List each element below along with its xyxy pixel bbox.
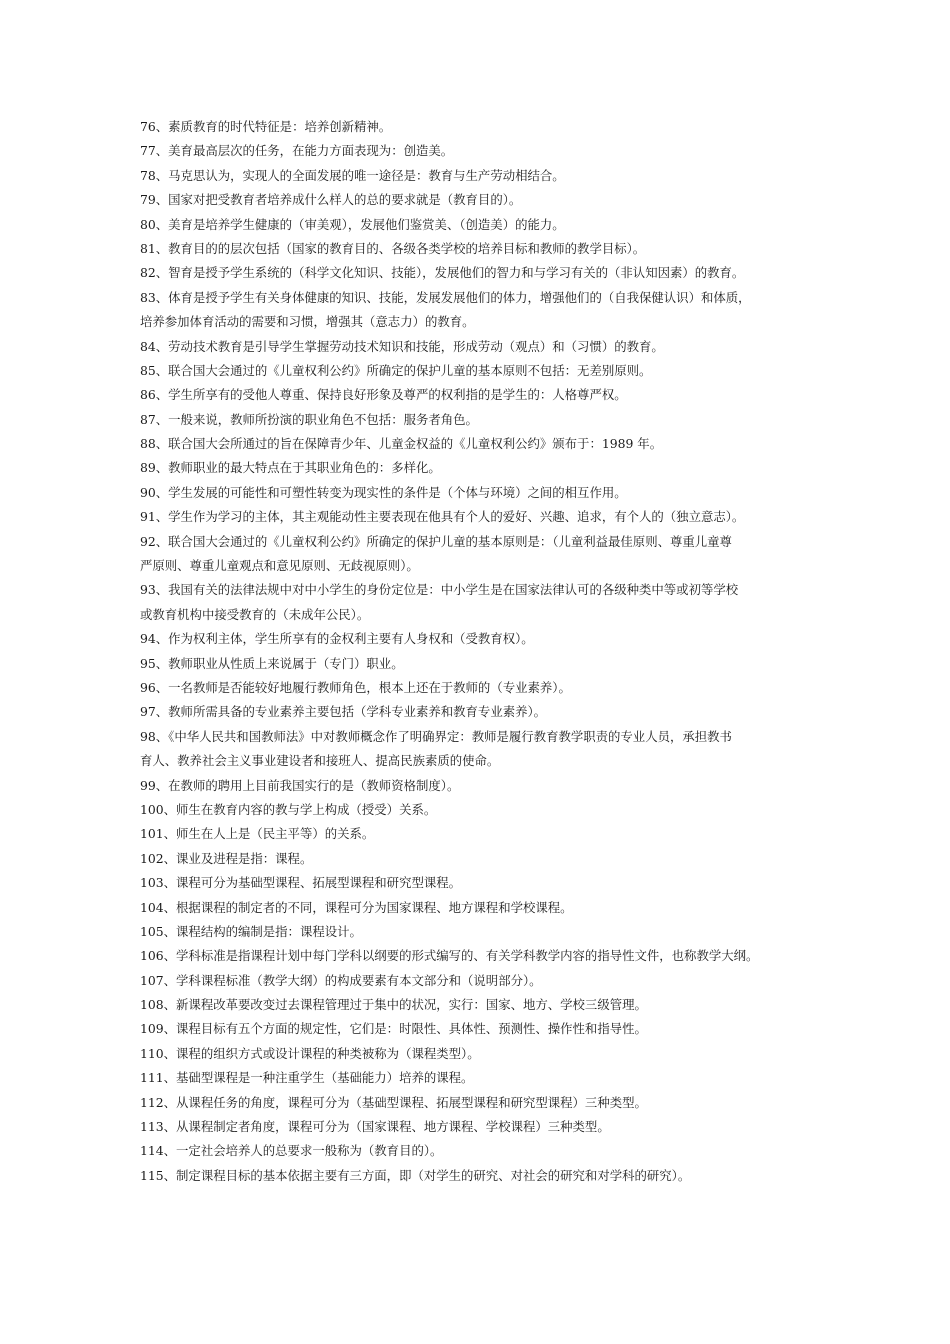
- text-line: 102、课业及进程是指：课程。: [140, 850, 313, 866]
- text-line: 108、新课程改革要改变过去课程管理过于集中的状况，实行：国家、地方、学校三级管理。: [140, 997, 647, 1013]
- text-line: 114、一定社会培养人的总要求一般称为（教育目的）。: [140, 1143, 443, 1159]
- text-line: 115、制定课程目标的基本依据主要有三方面，即（对学生的研究、对社会的研究和对学科的研究）。: [140, 1167, 691, 1183]
- text-line: 78、马克思认为，实现人的全面发展的唯一途径是：教育与生产劳动相结合。: [140, 167, 565, 183]
- text-line: 76、素质教育的时代特征是：培养创新精神。: [140, 119, 392, 134]
- text-line: 106、学科标准是指课程计划中每门学科以纲要的形式编写的、有关学科教学内容的指导性文件，也称教学大纲。: [140, 948, 759, 964]
- text-line: 88、联合国大会所通过的旨在保障青少年、儿童金权益的《儿童权利公约》颁布于：1989 年。: [140, 436, 663, 452]
- text-line: 112、从课程任务的角度，课程可分为（基础型课程、拓展型课程和研究型课程）三种类型。: [140, 1094, 647, 1110]
- text-line: 82、智育是授予学生系统的（科学文化知识、技能），发展他们的智力和与学习有关的（非认知因素）的教育。: [140, 265, 745, 281]
- text-line: 育人、教养社会主义事业建设者和接班人、提高民族素质的使命。: [140, 753, 500, 769]
- text-line: 93、我国有关的法律法规中对中小学生的身份定位是：中小学生是在国家法律认可的各级种类中等或初等学校: [140, 582, 739, 598]
- text-line: 87、一般来说，教师所扮演的职业角色不包括：服务者角色。: [140, 411, 478, 427]
- text-line: 110、课程的组织方式或设计课程的种类被称为（课程类型）。: [140, 1045, 480, 1061]
- text-line: 101、师生在人上是（民主平等）的关系。: [140, 826, 375, 842]
- text-line: 79、国家对把受教育者培养成什么样人的总的要求就是（教育目的）。: [140, 192, 522, 208]
- text-line: 81、教育目的的层次包括（国家的教育目的、各级各类学校的培养目标和教师的教学目标）。: [140, 240, 646, 256]
- text-line: 严原则、尊重儿童观点和意见原则、无歧视原则）。: [140, 558, 419, 574]
- text-line: 84、劳动技术教育是引导学生掌握劳动技术知识和技能，形成劳动（观点）和（习惯）的教育。: [140, 338, 664, 354]
- text-line: 100、师生在教育内容的教与学上构成（授受）关系。: [140, 801, 437, 817]
- text-line: 107、学科课程标准（教学大纲）的构成要素有本文部分和（说明部分）。: [140, 972, 542, 988]
- text-line: 97、教师所需具备的专业素养主要包括（学科专业素养和教育专业素养）。: [140, 704, 547, 720]
- text-line: 培养参加体育活动的需要和习惯，增强其（意志力）的教育。: [140, 314, 475, 330]
- text-line: 94、作为权利主体，学生所享有的金权利主要有人身权和（受教育权）。: [140, 631, 534, 647]
- text-line: 98、《中华人民共和国教师法》中对教师概念作了明确界定：教师是履行教育教学职责的专业人员，承担教书: [140, 728, 732, 744]
- text-line: 80、美育是培养学生健康的（审美观），发展他们鉴赏美、（创造美）的能力。: [140, 216, 565, 232]
- text-line: 113、从课程制定者角度，课程可分为（国家课程、地方课程、学校课程）三种类型。: [140, 1119, 610, 1135]
- text-line: 77、美育最高层次的任务，在能力方面表现为：创造美。: [140, 143, 454, 159]
- text-line: 99、在教师的聘用上目前我国实行的是（教师资格制度）。: [140, 777, 460, 793]
- text-line: 104、根据课程的制定者的不同，课程可分为国家课程、地方课程和学校课程。: [140, 899, 573, 915]
- text-line: 90、学生发展的可能性和可塑性转变为现实性的条件是（个体与环境）之间的相互作用。: [140, 484, 627, 500]
- text-line: 95、教师职业从性质上来说属于（专门）职业。: [140, 655, 404, 671]
- document-page: [140, 115, 830, 1188]
- text-line: 83、体育是授予学生有关身体健康的知识、技能，发展发展他们的体力，增强他们的（自我保健认识）和体质，: [140, 289, 751, 305]
- text-line: 103、课程可分为基础型课程、拓展型课程和研究型课程。: [140, 875, 462, 891]
- text-line: 105、课程结构的编制是指：课程设计。: [140, 923, 362, 939]
- text-line: 89、教师职业的最大特点在于其职业角色的：多样化。: [140, 460, 441, 476]
- text-line: 85、联合国大会通过的《儿童权利公约》所确定的保护儿童的基本原则不包括：无差别原则。: [140, 362, 652, 378]
- text-line: 109、课程目标有五个方面的规定性，它们是：时限性、具体性、预测性、操作性和指导性。: [140, 1021, 647, 1037]
- text-line: 或教育机构中接受教育的（未成年公民）。: [140, 606, 370, 622]
- text-line: 86、学生所享有的受他人尊重、保持良好形象及尊严的权利指的是学生的：人格尊严权。: [140, 387, 627, 403]
- text-line: 92、联合国大会通过的《儿童权利公约》所确定的保护儿童的基本原则是：（儿童利益最佳原则、尊重儿童尊: [140, 533, 732, 549]
- text-line: 111、基础型课程是一种注重学生（基础能力）培养的课程。: [140, 1070, 474, 1086]
- text-line: 96、一名教师是否能较好地履行教师角色，根本上还在于教师的（专业素养）。: [140, 679, 571, 695]
- text-line: 91、学生作为学习的主体，其主观能动性主要表现在他具有个人的爱好、兴趣、追求，有个人的（独立意志）。: [140, 509, 745, 525]
